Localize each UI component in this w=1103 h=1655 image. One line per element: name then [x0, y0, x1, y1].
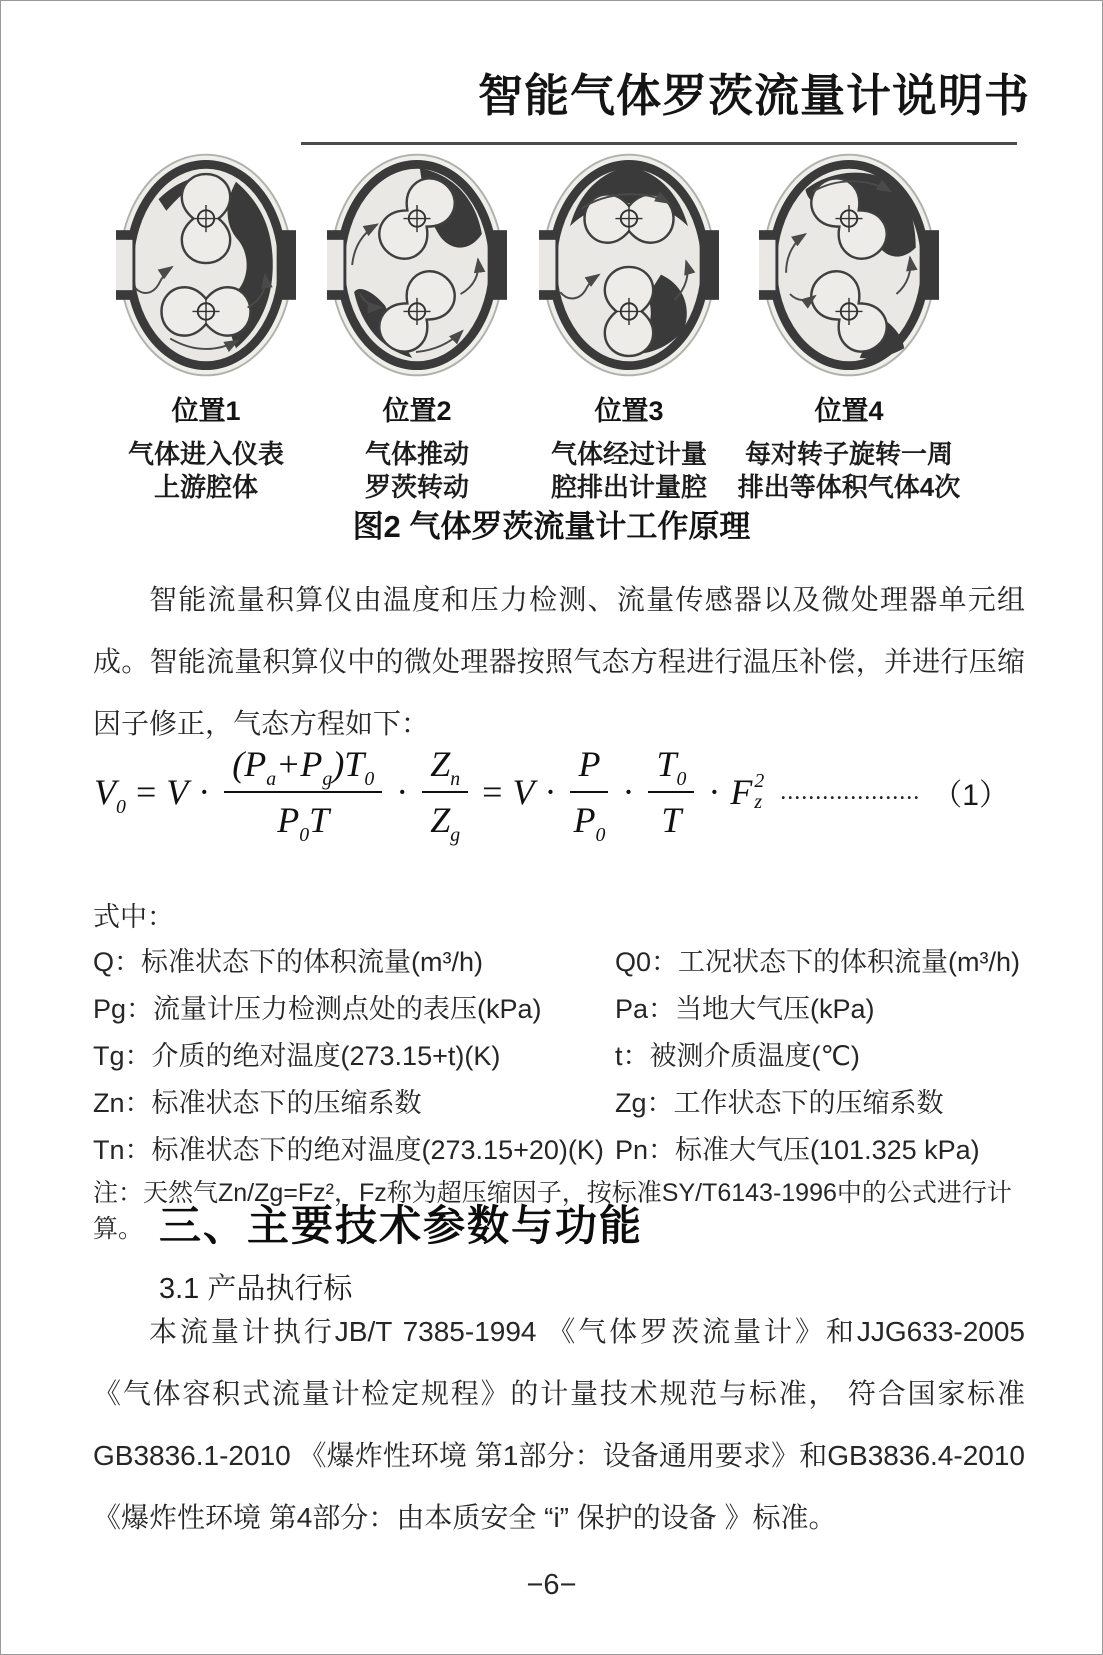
eq-equals-1: = — [135, 772, 157, 812]
def-pg: Pg：流量计压力检测点处的表压(kPa) — [93, 993, 542, 1024]
eq-fraction-2: $\frac{Z_n}{Z_g}$ — [422, 743, 468, 841]
eq-v0-base: V — [94, 772, 117, 812]
def-t: t：被测介质温度(℃) — [615, 1040, 860, 1071]
definition-row — [93, 1037, 1033, 1069]
standards-paragraph: 本流量计执行JB/T 7385-1994 《气体罗茨流量计》和JJG633-2005《气体容积式流量计检定规程》的计量技术规范与标准， 符合国家标准GB3836.1-2010 《爆炸性环境 第1部分：设备通用要求》和GB3836.4-2010《爆炸性环境 第4部分：由本质安全 “i” 保护的设备 》标准。 — [93, 1316, 1025, 1533]
def-pa: Pa：当地大气压(kPa) — [615, 993, 875, 1024]
definition-note: 注：天然气Zn/Zg=Fz²，Fz称为超压缩因子，按标准SY/T6143-1996中的公式进行计算。 — [93, 1179, 1012, 1243]
eq-dot-3: · — [544, 772, 557, 812]
eq-fraction-3: $\frac{P}{P_0}$ — [570, 743, 608, 841]
definition-row — [93, 943, 1033, 975]
position-3-label: 位置3 — [594, 396, 664, 426]
eq-v0-sub: 0 — [116, 795, 126, 818]
figure-position-1 — [96, 149, 316, 504]
roots-meter-diagram-1-icon — [116, 149, 296, 381]
def-q: Q：标准状态下的体积流量(m³/h) — [93, 946, 483, 977]
eq-v-2: V — [512, 772, 535, 812]
section-heading: 三、主要技术参数与功能 — [159, 1202, 644, 1249]
eq-v-1: V — [166, 772, 189, 812]
definition-row — [93, 1084, 1033, 1116]
eq-fraction-1: $\frac{(P_a+P_g)T_0}{P_0T}$ — [224, 743, 382, 841]
section-subheading: 3.1 产品执行标 — [159, 1273, 353, 1305]
page-number: −6− — [526, 1569, 577, 1601]
symbol-definition-list — [93, 943, 1033, 1178]
position-1-desc-line1: 气体进入仪表 — [127, 439, 284, 469]
roots-meter-diagram-2-icon — [327, 149, 507, 381]
eq-fz-supsub: 2 z — [754, 770, 765, 813]
position-1-desc-line2: 上游腔体 — [153, 472, 258, 502]
roots-meter-diagram-3-icon — [539, 149, 719, 381]
eq-equals-2: = — [482, 772, 503, 812]
position-1-label: 位置1 — [171, 396, 241, 426]
figure-position-2 — [307, 149, 527, 504]
eq-fz-base: F — [730, 772, 753, 812]
position-2-label: 位置2 — [382, 396, 452, 426]
figure-position-4 — [717, 149, 981, 504]
eq-dot-2: · — [396, 772, 409, 812]
position-4-desc-line2: 排出等体积气体4次 — [737, 472, 961, 502]
position-4-desc-line1: 每对转子旋转一周 — [744, 439, 953, 469]
eq-dotted-leader: .................... — [780, 778, 921, 805]
def-tn: Tn：标准状态下的绝对温度(273.15+20)(K) — [93, 1134, 604, 1165]
def-tg: Tg：介质的绝对温度(273.15+t)(K) — [93, 1040, 501, 1071]
position-4-label: 位置4 — [814, 396, 884, 426]
eq-dot-1: · — [198, 772, 211, 812]
definition-row — [93, 990, 1033, 1022]
eq-fraction-4: $\frac{T_0}{T}$ — [648, 743, 694, 841]
position-3-desc-line2: 腔排出计量腔 — [550, 472, 707, 502]
gas-state-equation — [1, 743, 1102, 846]
def-zg: Zg：工作状态下的压缩系数 — [615, 1087, 944, 1118]
figure-position-3 — [509, 149, 749, 504]
position-2-desc-line1: 气体推动 — [364, 439, 469, 469]
eq-dot-5: · — [708, 772, 721, 812]
intro-paragraph: 智能流量积算仪由温度和压力检测、流量传感器以及微处理器单元组成。智能流量积算仪中的微处理器按照气态方程进行温压补偿，并进行压缩因子修正，气态方程如下： — [93, 584, 1025, 739]
roots-meter-diagram-4-icon — [759, 149, 939, 381]
page-title: 智能气体罗茨流量计说明书 — [477, 70, 1030, 121]
position-3-desc-line1: 气体经过计量 — [550, 439, 707, 469]
position-2-desc-line2: 罗茨转动 — [364, 472, 469, 502]
title-divider — [301, 142, 1017, 145]
eq-number: （1） — [932, 779, 1009, 812]
def-q0: Q0：工况状态下的体积流量(m³/h) — [615, 946, 1020, 977]
definition-row — [93, 1131, 1033, 1163]
def-zn: Zn：标准状态下的压缩系数 — [93, 1087, 422, 1118]
where-label: 式中： — [93, 902, 174, 932]
figure-caption: 图2 气体罗茨流量计工作原理 — [352, 509, 751, 544]
eq-dot-4: · — [622, 772, 635, 812]
def-pn: Pn：标准大气压(101.325 kPa) — [615, 1134, 980, 1165]
